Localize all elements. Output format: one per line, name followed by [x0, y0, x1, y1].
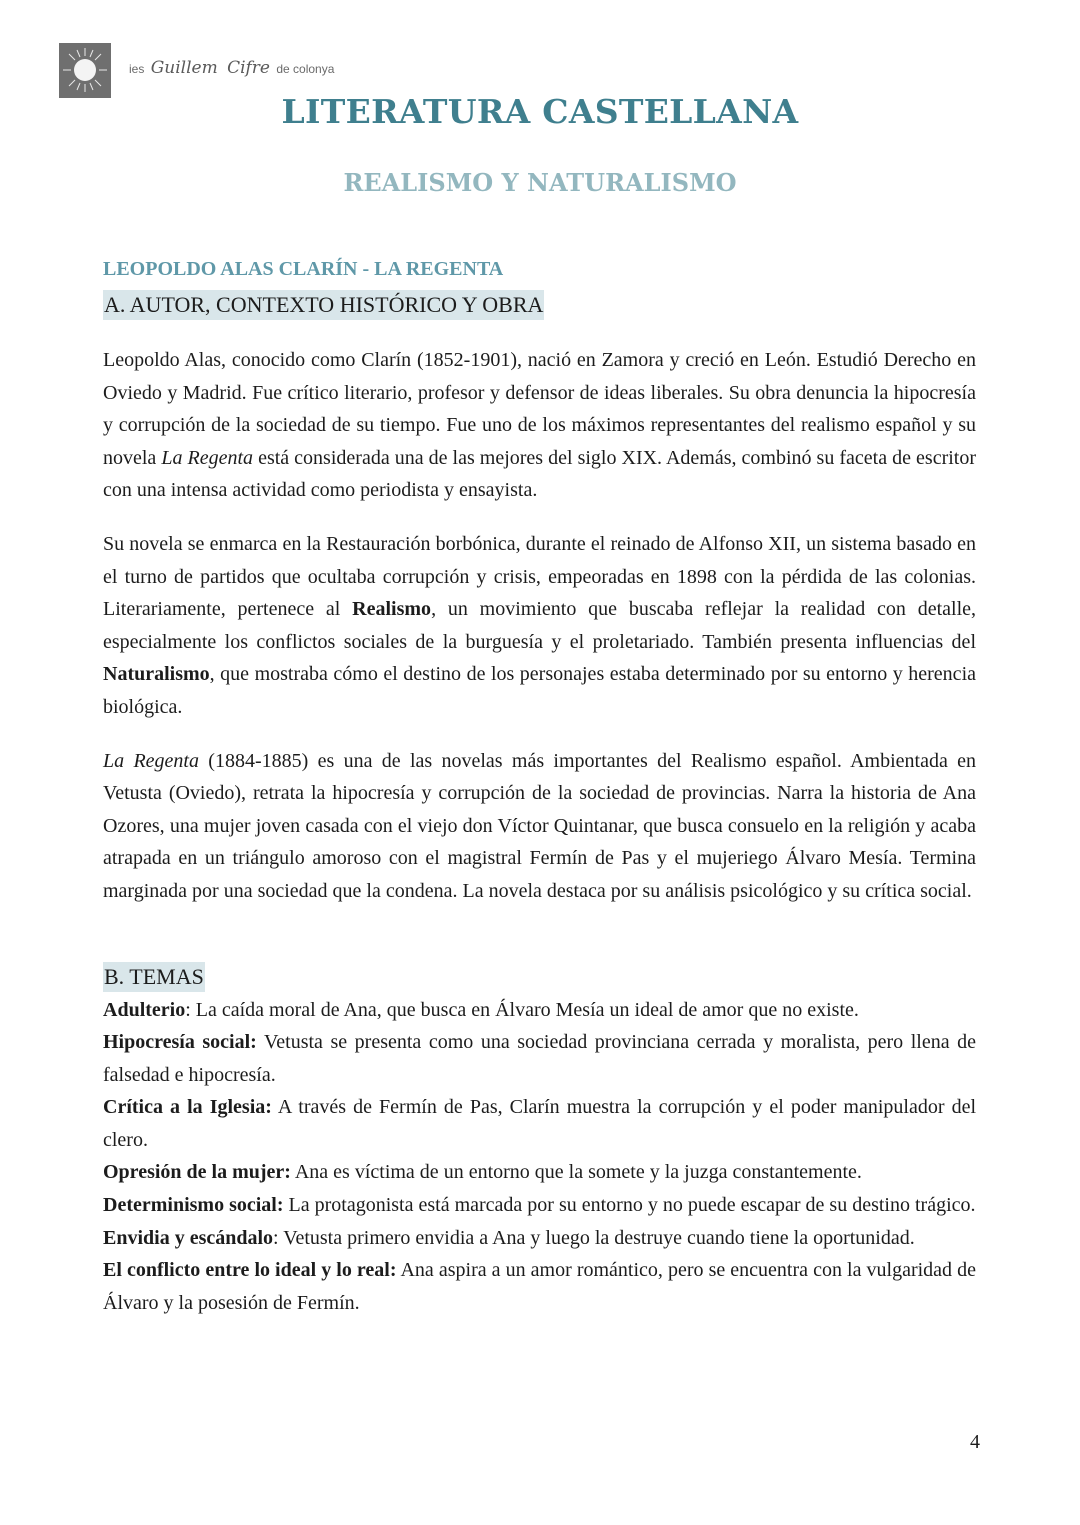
- work-title: La Regenta: [161, 446, 254, 469]
- tema-term: Adulterio: [103, 998, 186, 1021]
- tema-item: [103, 1091, 976, 1156]
- paragraph-autor-end: está considerada una de las mejores del siglo XIX. Además, combinó su faceta de escritor con una intensa actividad como periodista y ensayista.: [103, 446, 977, 502]
- tema-term: Hipocresía social:: [103, 1031, 257, 1054]
- tema-item: [103, 1254, 976, 1319]
- school-logo: [59, 43, 111, 98]
- main-content: [103, 252, 976, 1319]
- tema-text: : La caída moral de Ana, que busca en Álvaro Mesía un ideal de amor que no existe.: [185, 998, 859, 1021]
- paragraph-contexto-text-b: , un movimiento que buscaba reflejar la realidad con detalle, especialmente los conflictos sociales de la burguesía y el proletariado. También presenta influencias del: [103, 598, 976, 653]
- paragraph-autor: [103, 344, 976, 507]
- school-prefix: ies: [129, 62, 145, 76]
- paragraph-contexto-text-a: Su novela se enmarca en la Restauración borbónica, durante el reinado de Alfonso XII, un sistema basado en el turno de partidos que ocultaba corrupción y crisis, empeoradas en 1898 con la pérdida de las colonias. Literariamente, pertenece al: [103, 532, 976, 621]
- tema-item: [103, 1026, 976, 1091]
- term-naturalismo: Naturalismo: [103, 663, 210, 686]
- sun-burst-icon: [59, 43, 111, 98]
- tema-text: : Vetusta primero envidia a Ana y luego la destruye cuando tiene la oportunidad.: [273, 1226, 915, 1249]
- paragraph-contexto-text-c: , que mostraba cómo el destino de los personajes estaba determinado por su entorno y herencia biológica.: [103, 663, 976, 718]
- school-name: [129, 58, 334, 78]
- page-number: 4: [970, 1431, 980, 1453]
- section-title: LEOPOLDO ALAS CLARÍN - LA REGENTA: [103, 258, 504, 280]
- tema-term: Opresión de la mujer:: [103, 1161, 291, 1184]
- term-realismo: Realismo: [352, 598, 432, 621]
- paragraph-contexto: [103, 528, 976, 724]
- tema-text: La protagonista está marcada por su entorno y no puede escapar de su destino trágico.: [283, 1194, 976, 1217]
- tema-item: [103, 994, 976, 1027]
- paragraph-obra-text: (1884-1885) es una de las novelas más importantes del Realismo español. Ambientada en Vetusta (Oviedo), retrata la hipocresía y corrupción de la sociedad de provincias. Narra la historia de Ana Ozores, una mujer joven casada con el viejo don Víctor Quintanar, que busca consuelo en la religión y acaba atrapada en un triángulo amoroso con el magistral Fermín de Pas y el mujeriego Álvaro Mesía. Termina marginada por una sociedad que la condena. La novela destaca por su análisis psicológico y su crítica social.: [103, 749, 977, 902]
- paragraph-obra: [103, 745, 976, 908]
- document-subtitle: REALISMO Y NATURALISMO: [343, 168, 737, 197]
- tema-item: [103, 1156, 976, 1189]
- school-script-1: Guillem: [150, 58, 218, 78]
- tema-text: A través de Fermín de Pas, Clarín muestra la corrupción y el poder manipulador del clero.: [103, 1096, 977, 1151]
- tema-text: Ana es víctima de un entorno que la somete y la juzga constantemente.: [290, 1161, 862, 1184]
- tema-text: Ana aspira a un amor romántico, pero se encuentra con la vulgaridad de Álvaro y la posesión de Fermín.: [103, 1259, 976, 1314]
- tema-term: Determinismo social:: [103, 1194, 284, 1217]
- tema-text: Vetusta se presenta como una sociedad provinciana cerrada y moralista, pero llena de falsedad e hipocresía.: [103, 1031, 977, 1086]
- tema-term: Crítica a la Iglesia:: [103, 1096, 272, 1119]
- paragraph-autor-text: Leopoldo Alas, conocido como Clarín (1852-1901), nació en Zamora y creció en León. Estudió Derecho en Oviedo y Madrid. Fue crítico literario, profesor y defensor de ideas liberales. Su obra denuncia la hipocresía y corrupción de la sociedad de su tiempo. Fue uno de los máximos representantes del realismo español y su novela: [103, 349, 976, 469]
- tema-item: [103, 1222, 976, 1255]
- temas-list: [103, 994, 976, 1320]
- tema-term: El conflicto entre lo ideal y lo real:: [103, 1259, 397, 1282]
- tema-term: Envidia y escándalo: [103, 1226, 274, 1249]
- tema-item: [103, 1189, 976, 1222]
- school-script-2: Cifre: [227, 58, 270, 78]
- work-title-2: La Regenta: [103, 749, 199, 772]
- document-title: LITERATURA CASTELLANA: [281, 92, 799, 131]
- section-a-heading: A. AUTOR, CONTEXTO HISTÓRICO Y OBRA: [103, 290, 544, 320]
- school-suffix: de colonya: [276, 62, 335, 76]
- section-b-heading: B. TEMAS: [103, 962, 205, 992]
